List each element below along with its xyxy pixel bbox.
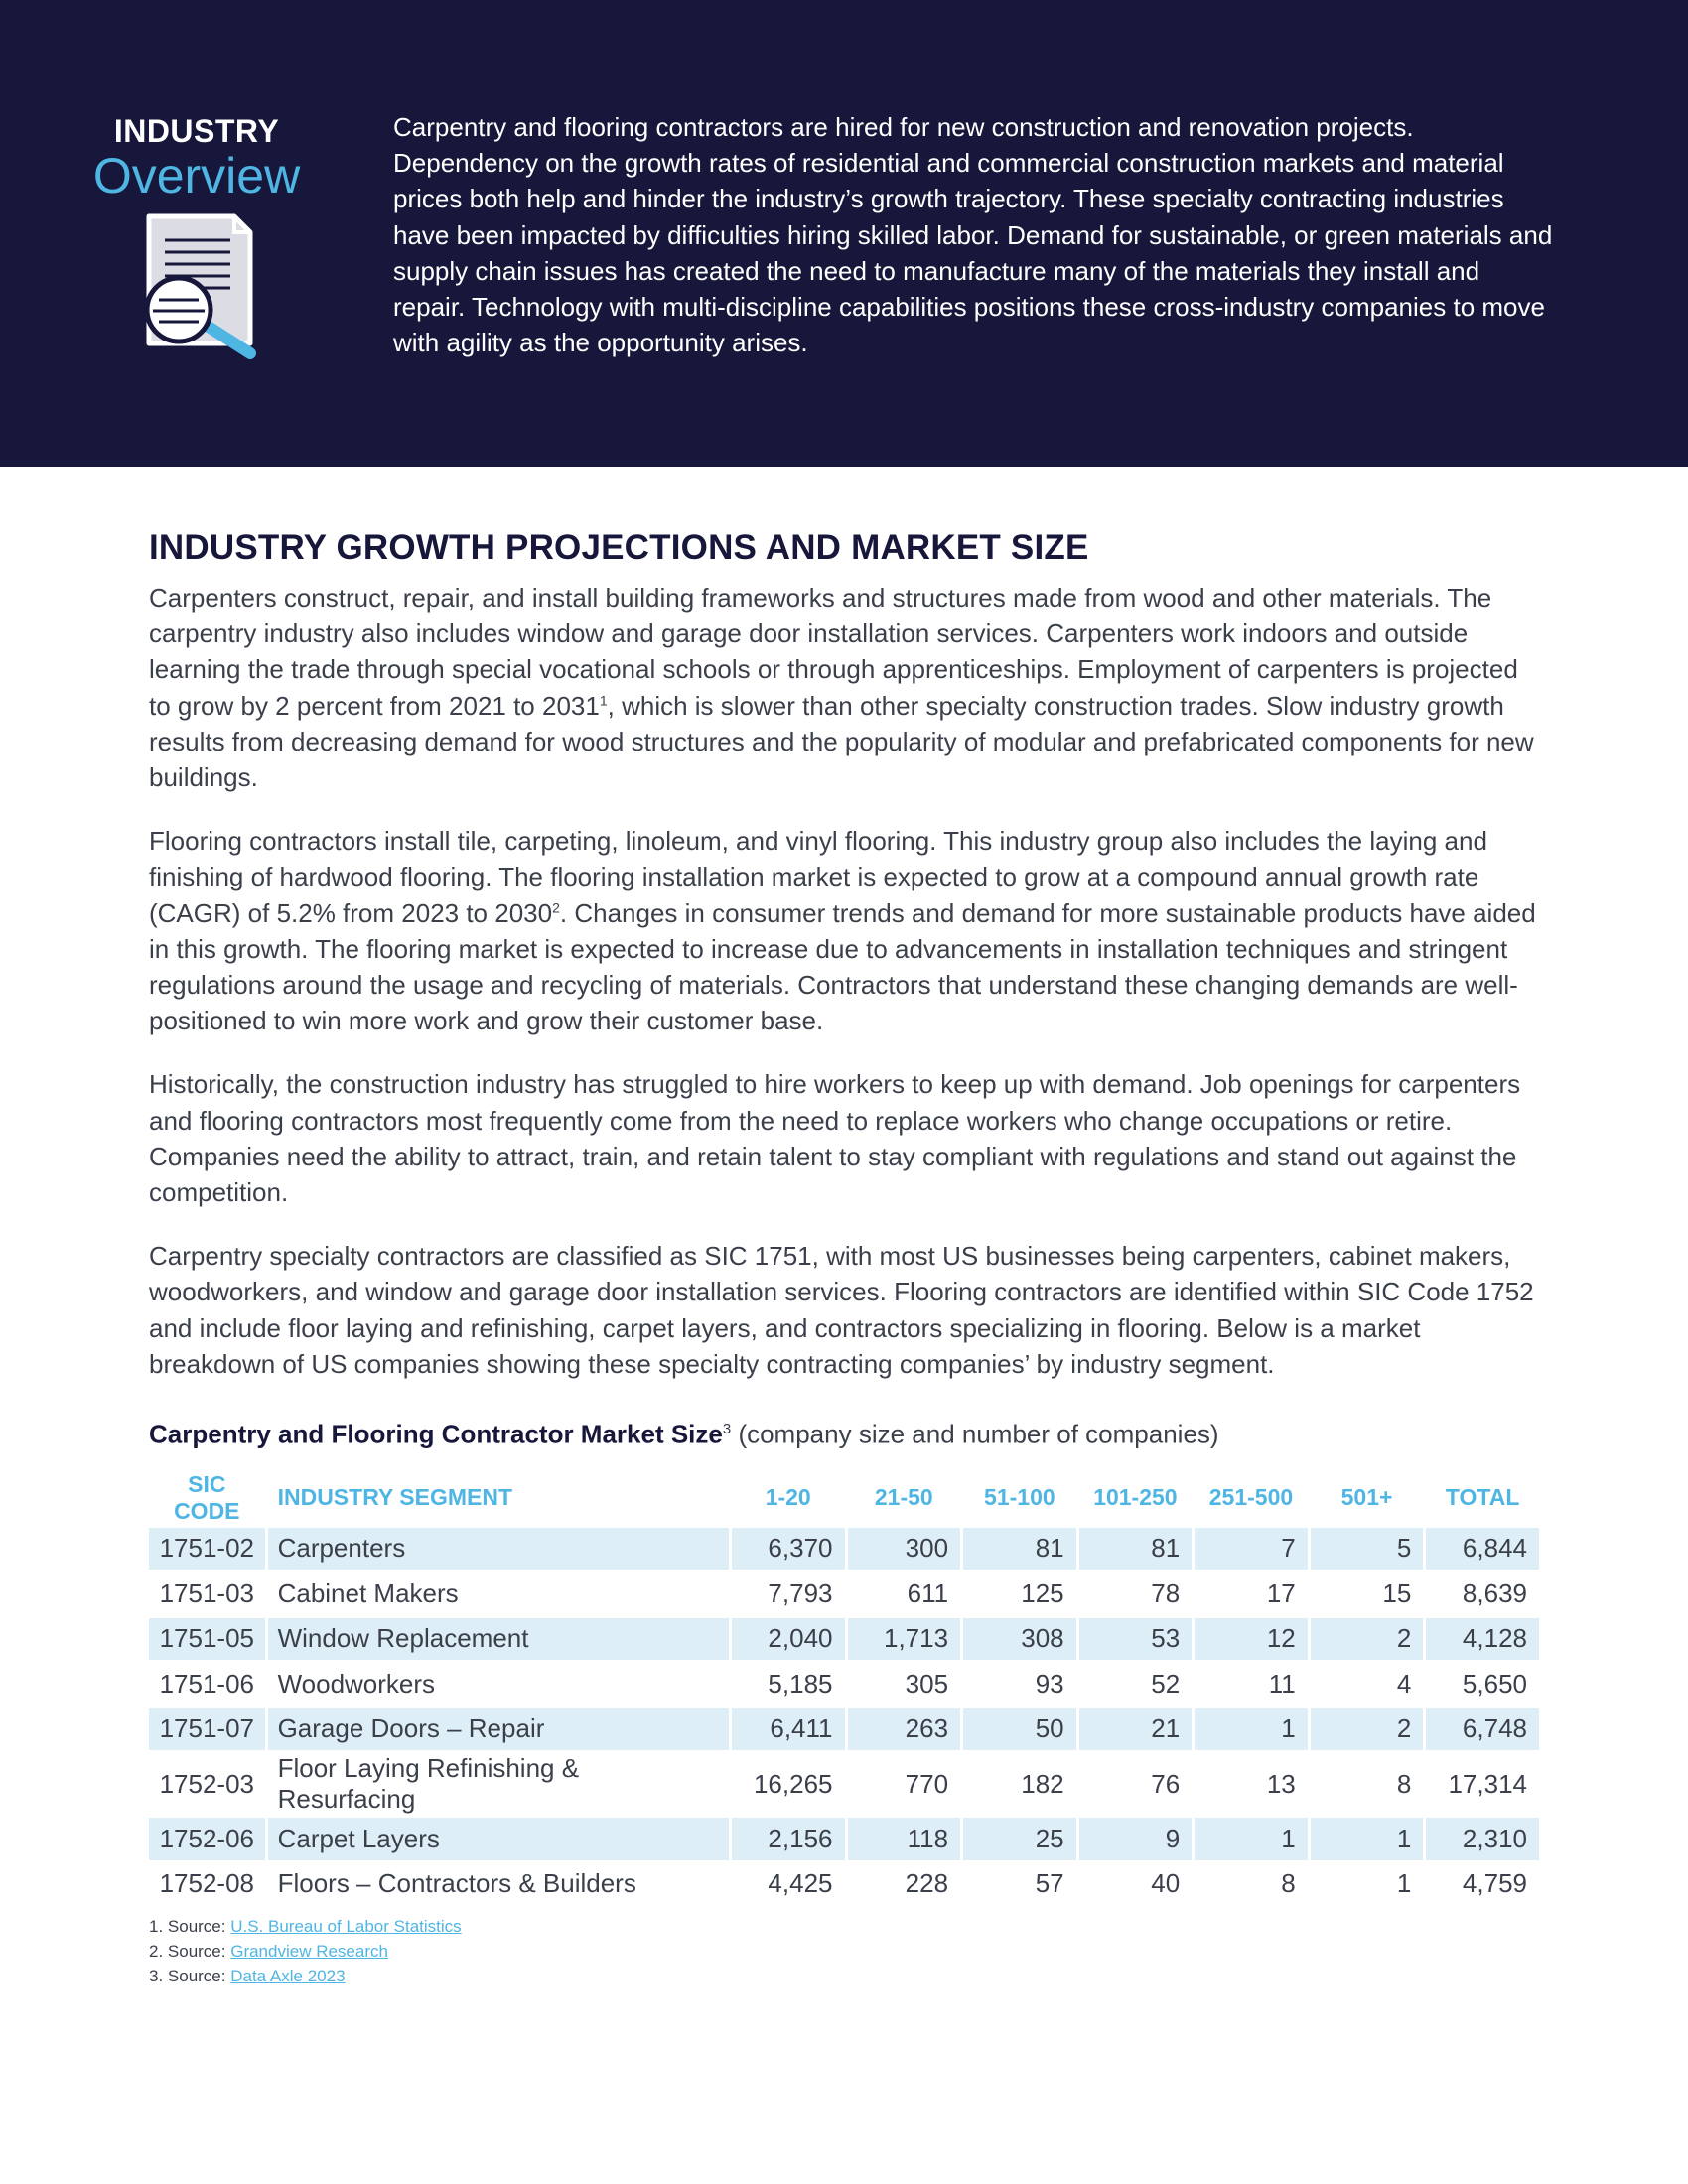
paragraph-hiring: Historically, the construction industry has struggled to hire workers to keep up with demand. Job openings for carpenters and flooring contractors most frequently come from the need to replace workers who change occupations or retire. Companies need the ability to attract, train, and retain talent to stay compliant with regulations and stand out against the competition. <box>149 1069 1521 1208</box>
table-caption <box>149 1412 1539 1452</box>
column-header: TOTAL <box>1445 1484 1520 1511</box>
count-cell: 21 <box>1079 1708 1193 1751</box>
overview-banner <box>0 0 1688 467</box>
count-cell: 2,040 <box>732 1618 845 1661</box>
paragraph-carpenters <box>149 580 1539 795</box>
table-row <box>149 1528 1539 1570</box>
count-cell: 770 <box>905 1768 949 1799</box>
segment-cell: Window Replacement <box>268 1618 729 1661</box>
table-row <box>149 1572 1539 1615</box>
column-header: 1-20 <box>765 1484 811 1511</box>
segment-cell: Floor Laying Refinishing & Resurfacing <box>277 1753 580 1815</box>
segment-cell: Cabinet Makers <box>277 1577 459 1608</box>
count-cell: 182 <box>1021 1768 1064 1799</box>
sic-code-cell: 1751-06 <box>159 1668 254 1699</box>
count-cell: 1 <box>1195 1818 1308 1860</box>
total-cell: 4,128 <box>1426 1618 1539 1661</box>
footnote-ref: 3 <box>722 1421 732 1438</box>
column-header: 501+ <box>1340 1484 1393 1511</box>
column-header: 251-500 <box>1208 1484 1294 1511</box>
footnote <box>149 1964 462 1988</box>
count-cell: 228 <box>905 1868 949 1899</box>
count-cell: 6,411 <box>732 1708 845 1751</box>
source-link-grandview[interactable]: Grandview Research <box>230 1942 388 1961</box>
count-cell: 5 <box>1311 1528 1424 1570</box>
sic-code-cell: 1751-05 <box>149 1618 265 1661</box>
count-cell: 7,793 <box>768 1577 833 1608</box>
count-cell: 1,713 <box>848 1618 961 1661</box>
paragraph-flooring <box>149 823 1539 1038</box>
total-cell: 17,314 <box>1448 1768 1527 1799</box>
source-link-bls[interactable]: U.S. Bureau of Labor Statistics <box>230 1917 462 1936</box>
count-cell: 611 <box>907 1577 949 1608</box>
table-row <box>149 1818 1539 1860</box>
count-cell: 25 <box>963 1818 1076 1860</box>
count-cell: 11 <box>1268 1668 1296 1699</box>
count-cell: 17 <box>1266 1577 1296 1608</box>
table-caption-title: Carpentry and Flooring Contractor Market Size <box>149 1419 723 1449</box>
segment-cell: Woodworkers <box>277 1668 436 1699</box>
count-cell: 15 <box>1382 1577 1412 1608</box>
count-cell: 8 <box>1396 1768 1412 1799</box>
total-cell: 6,844 <box>1426 1528 1539 1570</box>
count-cell: 76 <box>1151 1768 1181 1799</box>
overview-label <box>81 111 312 203</box>
paragraph-text: Flooring contractors install tile, carpeting, linoleum, and vinyl flooring. This industry group also includes the laying and finishing of hardwood flooring. The flooring installation market is expected to grow at a compound annual growth rate (CAGR) of 5.2% from 2023 to 2030 <box>149 826 1487 928</box>
table-row <box>149 1663 1539 1706</box>
count-cell: 4,425 <box>768 1868 833 1899</box>
count-cell: 6,370 <box>732 1528 845 1570</box>
sic-code-cell: 1751-07 <box>149 1708 265 1751</box>
footnote-ref: 1 <box>599 691 608 708</box>
count-cell: 81 <box>963 1528 1076 1570</box>
count-cell: 50 <box>963 1708 1076 1751</box>
count-cell: 52 <box>1151 1668 1181 1699</box>
footnote-prefix: 3. Source: <box>149 1967 231 1985</box>
count-cell: 263 <box>848 1708 961 1751</box>
section-heading: INDUSTRY GROWTH PROJECTIONS AND MARKET SIZE <box>149 528 1089 567</box>
count-cell: 81 <box>1079 1528 1193 1570</box>
count-cell: 1 <box>1396 1868 1412 1899</box>
count-cell: 13 <box>1266 1768 1296 1799</box>
main-content <box>149 524 1539 1908</box>
total-cell: 4,759 <box>1462 1868 1527 1899</box>
segment-cell: Carpenters <box>268 1528 729 1570</box>
paragraph-sic-codes: Carpentry specialty contractors are classified as SIC 1751, with most US businesses being carpenters, cabinet makers, woodworkers, and window and garage door installation services. Flooring contractors are identified within SIC Code 1752 and include floor laying and refinishing, carpet layers, and contractors specializing in flooring. Below is a market breakdown of US companies showing these specialty contracting companies’ by industry segment. <box>149 1241 1534 1379</box>
sic-code-cell: 1751-03 <box>159 1577 254 1608</box>
column-header: INDUSTRY SEGMENT <box>277 1484 512 1511</box>
total-cell: 6,748 <box>1426 1708 1539 1751</box>
table-header-row <box>149 1471 1539 1525</box>
segment-cell: Floors – Contractors & Builders <box>277 1868 636 1899</box>
count-cell: 40 <box>1151 1868 1181 1899</box>
total-cell: 2,310 <box>1426 1818 1539 1860</box>
source-link-data-axle[interactable]: Data Axle 2023 <box>230 1967 346 1985</box>
count-cell: 305 <box>905 1668 949 1699</box>
paragraph-text: . Changes in consumer trends and demand for more sustainable products have aided in this growth. The flooring market is expected to increase due to advancements in installation techniques and stringent regulations around the usage and recycling of materials. Contractors that understand these changing demands are well-positioned to win more work and grow their customer base. <box>149 897 1536 1036</box>
footnote <box>149 1939 462 1964</box>
count-cell: 308 <box>963 1618 1076 1661</box>
total-cell: 5,650 <box>1462 1668 1527 1699</box>
column-header: 101-250 <box>1093 1484 1178 1511</box>
count-cell: 93 <box>1035 1668 1064 1699</box>
count-cell: 300 <box>848 1528 961 1570</box>
table-row <box>149 1618 1539 1661</box>
paragraph-text: Carpenters construct, repair, and install building frameworks and structures made from wood and other materials. The carpentry industry also includes window and garage door installation services. Carpenters work indoors and outside learning the trade through special vocational schools or through apprenticeships. Employment of carpenters is projected to grow by 2 percent from 2021 to 2031 <box>149 583 1518 721</box>
column-header: SIC CODE <box>174 1470 240 1524</box>
footnote-ref: 2 <box>552 898 560 915</box>
overview-kicker: INDUSTRY <box>113 113 280 149</box>
overview-title: Overview <box>92 148 301 204</box>
segment-cell: Garage Doors – Repair <box>268 1708 729 1751</box>
footnote-prefix: 1. Source: <box>149 1917 231 1936</box>
count-cell: 2,156 <box>732 1818 845 1860</box>
sic-code-cell: 1752-03 <box>159 1768 254 1799</box>
count-cell: 2 <box>1311 1708 1424 1751</box>
table-row <box>149 1753 1539 1815</box>
segment-cell: Carpet Layers <box>268 1818 729 1860</box>
overview-intro: Carpentry and flooring contractors are hired for new construction and renovation projects. Dependency on the growth rates of residential and commercial construction markets and material prices both help and hinder the industry’s growth trajectory. These specialty contracting industries have been impacted by difficulties hiring skilled labor. Demand for sustainable, or green materials and supply chain issues has created the need to manufacture many of the materials they install and repair. Technology with multi-discipline capabilities positions these cross-industry companies to move with agility as the opportunity arises. <box>393 112 1553 358</box>
count-cell: 5,185 <box>768 1668 833 1699</box>
table-row <box>149 1863 1539 1906</box>
count-cell: 57 <box>1035 1868 1064 1899</box>
count-cell: 1 <box>1195 1708 1308 1751</box>
column-header: 21-50 <box>874 1484 933 1511</box>
count-cell: 2 <box>1311 1618 1424 1661</box>
count-cell: 118 <box>848 1818 961 1860</box>
count-cell: 8 <box>1281 1868 1296 1899</box>
count-cell: 9 <box>1079 1818 1193 1860</box>
sic-code-cell: 1752-06 <box>149 1818 265 1860</box>
total-cell: 8,639 <box>1462 1577 1527 1608</box>
table-caption-note: (company size and number of companies) <box>731 1419 1219 1449</box>
footnote <box>149 1914 462 1939</box>
count-cell: 1 <box>1311 1818 1424 1860</box>
count-cell: 7 <box>1195 1528 1308 1570</box>
footnote-prefix: 2. Source: <box>149 1942 231 1961</box>
footnotes <box>149 1914 462 1988</box>
count-cell: 78 <box>1151 1577 1181 1608</box>
market-size-table <box>146 1468 1542 1909</box>
count-cell: 16,265 <box>753 1768 833 1799</box>
paragraph-text: , which is slower than other specialty construction trades. Slow industry growth results from decreasing demand for wood structures and the popularity of modular and prefabricated components for new buildings. <box>149 690 1534 793</box>
sic-code-cell: 1751-02 <box>149 1528 265 1570</box>
document-magnifier-icon <box>139 210 266 359</box>
sic-code-cell: 1752-08 <box>159 1868 254 1899</box>
column-header: 51-100 <box>984 1484 1055 1511</box>
count-cell: 125 <box>1021 1577 1064 1608</box>
table-row <box>149 1708 1539 1751</box>
count-cell: 53 <box>1079 1618 1193 1661</box>
count-cell: 12 <box>1195 1618 1308 1661</box>
count-cell: 4 <box>1396 1668 1412 1699</box>
